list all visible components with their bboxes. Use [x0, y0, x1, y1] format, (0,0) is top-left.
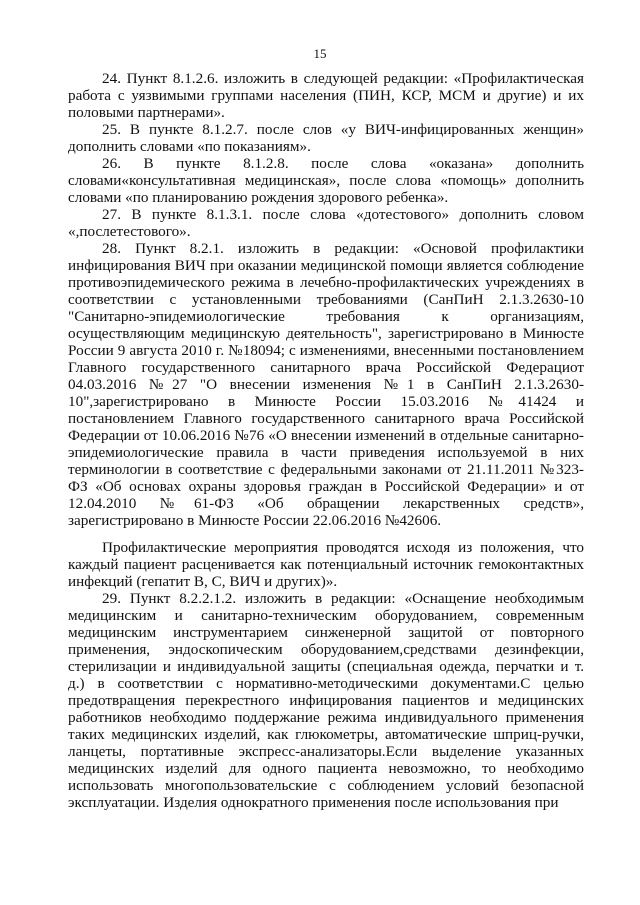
paragraph-item-29: 29. Пункт 8.2.2.1.2. изложить в редакции: «Оснащение необходимым медицинским и санитарно-техническим оборудованием, современным медицинским инструментарием синженерной защитой от повторного применения, эндоскопическим оборудованием,средствами дезинфекции, стерилизации и индивидуальной защиты (специальная одежда, перчатки и т. д.) в соответствии с нормативно-методическими документами.С целью предотвращения перекрестного инфицирования пациентов и медицинских работников необходимо поддержание режима индивидуального применения таких медицинских изделий, как глюкометры, автоматические шприц-ручки, ланцеты, портативные экспресс-анализаторы.Если выделение указанных медицинских изделий для одного пациента невозможно, то необходимо использовать многопользовательские с соблюдением условий безопасной эксплуатации. Изделия однократного применения после использования при [68, 590, 584, 811]
page-number: 15 [313, 46, 327, 61]
document-body [68, 70, 584, 811]
paragraph-item-26: 26. В пункте 8.1.2.8. после слова «оказана» дополнить словами«консультативная медицинская», после слова «помощь» дополнить словами «по планированию рождения здорового ребенка». [68, 155, 584, 206]
paragraph-item-25: 25. В пункте 8.1.2.7. после слов «у ВИЧ-инфицированных женщин» дополнить словами «по показаниям». [68, 121, 584, 155]
paragraph-item-24: 24. Пункт 8.1.2.6. изложить в следующей редакции: «Профилактическая работа с уязвимыми группами населения (ПИН, КСР, МСМ и другие) и их половыми партнерами». [68, 70, 584, 121]
paragraph-item-27: 27. В пункте 8.1.3.1. после слова «дотестового» дополнить словом «,послетестового». [68, 206, 584, 240]
paragraph-prevention: Профилактические мероприятия проводятся исходя из положения, что каждый пациент расценивается как потенциальный источник гемоконтактных инфекций (гепатит В, С, ВИЧ и других)». [68, 539, 584, 590]
paragraph-item-28: 28. Пункт 8.2.1. изложить в редакции: «Основой профилактики инфицирования ВИЧ при оказании медицинской помощи является соблюдение противоэпидемического режима в лечебно-профилактических учреждениях в соответствии с установленными требованиями (СанПиН 2.1.3.2630-10 "Санитарно-эпидемиологические требования к организациям, осуществляющим медицинскую деятельность", зарегистрировано в Минюсте России 9 августа 2010 г. №18094; с изменениями, внесенными постановлением Главного государственного санитарного врача Российской Федерациот 04.03.2016 №27 "О внесении изменения №1 в СанПиН 2.1.3.2630-10",зарегистрировано в Минюсте России 15.03.2016 №41424 и постановлением Главного государственного санитарного врача Российской Федерации от 10.06.2016 №76 «О внесении изменений в отдельные санитарно-эпидемиологические правила в части приведения используемой в них терминологии в соответствие с федеральными законами от 21.11.2011 №323-ФЗ «Об основах охраны здоровья граждан в Российской Федерации» и от 12.04.2010 №61-ФЗ «Об обращении лекарственных средств», зарегистрировано в Минюсте России 22.06.2016 №42606. [68, 240, 584, 529]
